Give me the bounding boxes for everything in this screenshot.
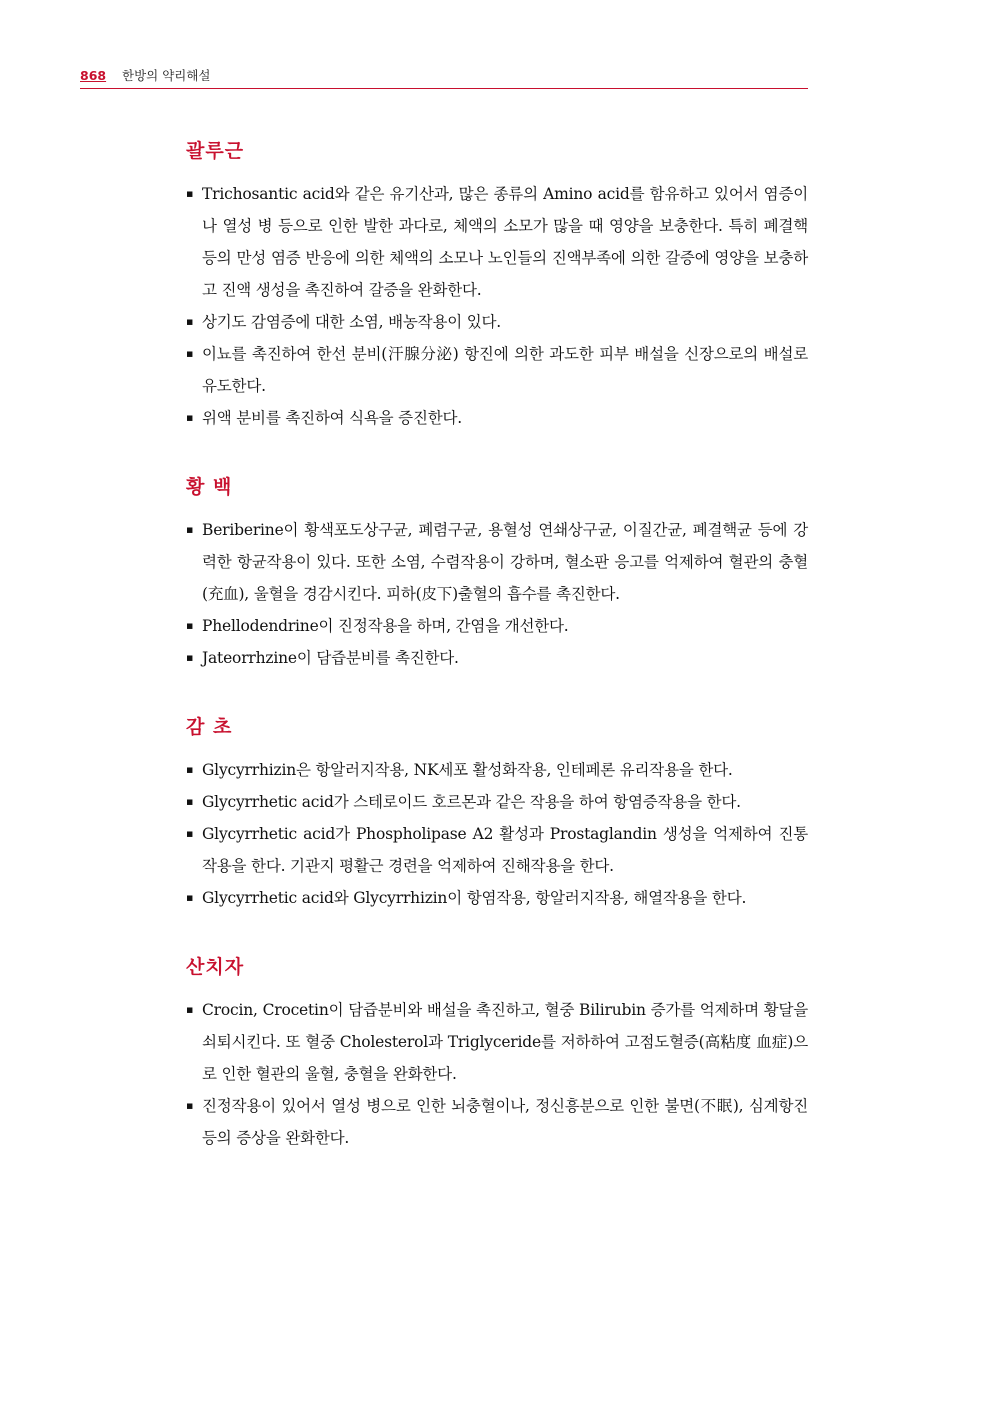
bullet-item: ▪ Glycyrrhetic acid와 Glycyrrhizin이 항염작용, 항알러지작용, 해열작용을 한다. bbox=[186, 882, 808, 914]
bullet-item: ▪ 위액 분비를 촉진하여 식욕을 증진한다. bbox=[186, 402, 808, 434]
bullet-item: ▪ Jateorrhzine이 담즙분비를 촉진한다. bbox=[186, 642, 808, 674]
bullet-list bbox=[186, 994, 808, 1154]
bullet-item: ▪ Glycyrrhetic acid가 스테로이드 호르몬과 같은 작용을 하여 항염증작용을 한다. bbox=[186, 786, 808, 818]
bullet-item: ▪ Glycyrrhizin은 항알러지작용, NK세포 활성화작용, 인테페론 유리작용을 한다. bbox=[186, 754, 808, 786]
section-title: 산치자 bbox=[186, 956, 245, 978]
section-title: 황 백 bbox=[186, 476, 233, 498]
bullet-item: ▪ Crocin, Crocetin이 담즙분비와 배설을 촉진하고, 혈중 Bilirubin 증가를 억제하며 황달을 쇠퇴시킨다. 또 혈중 Cholesterol과 Triglyceride를 저하하여 고점도혈증(高粘度 血症)으로 인한 혈관의 울혈, 충혈을 완화한다. bbox=[186, 994, 808, 1090]
page-number: 868 bbox=[80, 68, 107, 83]
bullet-item: ▪ Trichosantic acid와 같은 유기산과, 많은 종류의 Amino acid를 함유하고 있어서 염증이나 열성 병 등으로 인한 발한 과다로, 체액의 소모가 많을 때 영양을 보충한다. 특히 폐결핵 등의 만성 염증 반응에 의한 체액의 소모나 노인들의 진액부족에 의한 갈증에 영양을 보충하고 진액 생성을 촉진하여 갈증을 완화한다. bbox=[186, 178, 808, 306]
section-gwalrugeun bbox=[186, 136, 808, 434]
bullet-list bbox=[186, 754, 808, 914]
section-sanchija bbox=[186, 952, 808, 1154]
bullet-item: ▪ Beriberine이 황색포도상구균, 폐렴구균, 용혈성 연쇄상구균, 이질간균, 폐결핵균 등에 강력한 항균작용이 있다. 또한 소염, 수렴작용이 강하며, 혈소판 응고를 억제하여 혈관의 충혈(充血), 울혈을 경감시킨다. 피하(皮下)출혈의 흡수를 촉진한다. bbox=[186, 514, 808, 610]
section-hwangbaek bbox=[186, 472, 808, 674]
bullet-list bbox=[186, 178, 808, 434]
bullet-item: ▪ Glycyrrhetic acid가 Phospholipase A2 활성과 Prostaglandin 생성을 억제하여 진통작용을 한다. 기관지 평활근 경련을 억제하여 진해작용을 한다. bbox=[186, 818, 808, 882]
bullet-list bbox=[186, 514, 808, 674]
section-title: 감 초 bbox=[186, 716, 233, 738]
bullet-item: ▪ 이뇨를 촉진하여 한선 분비(汗腺分泌) 항진에 의한 과도한 피부 배설을 신장으로의 배설로 유도한다. bbox=[186, 338, 808, 402]
section-title: 괄루근 bbox=[186, 140, 245, 162]
book-title: 한방의 약리해설 bbox=[122, 68, 211, 83]
bullet-item: ▪ Phellodendrine이 진정작용을 하며, 간염을 개선한다. bbox=[186, 610, 808, 642]
bullet-item: ▪ 진정작용이 있어서 열성 병으로 인한 뇌충혈이나, 정신흥분으로 인한 불면(不眠), 심계항진 등의 증상을 완화한다. bbox=[186, 1090, 808, 1154]
section-gamcho bbox=[186, 712, 808, 914]
page-header bbox=[80, 68, 808, 89]
page-content bbox=[186, 136, 808, 1154]
bullet-item: ▪ 상기도 감염증에 대한 소염, 배농작용이 있다. bbox=[186, 306, 808, 338]
